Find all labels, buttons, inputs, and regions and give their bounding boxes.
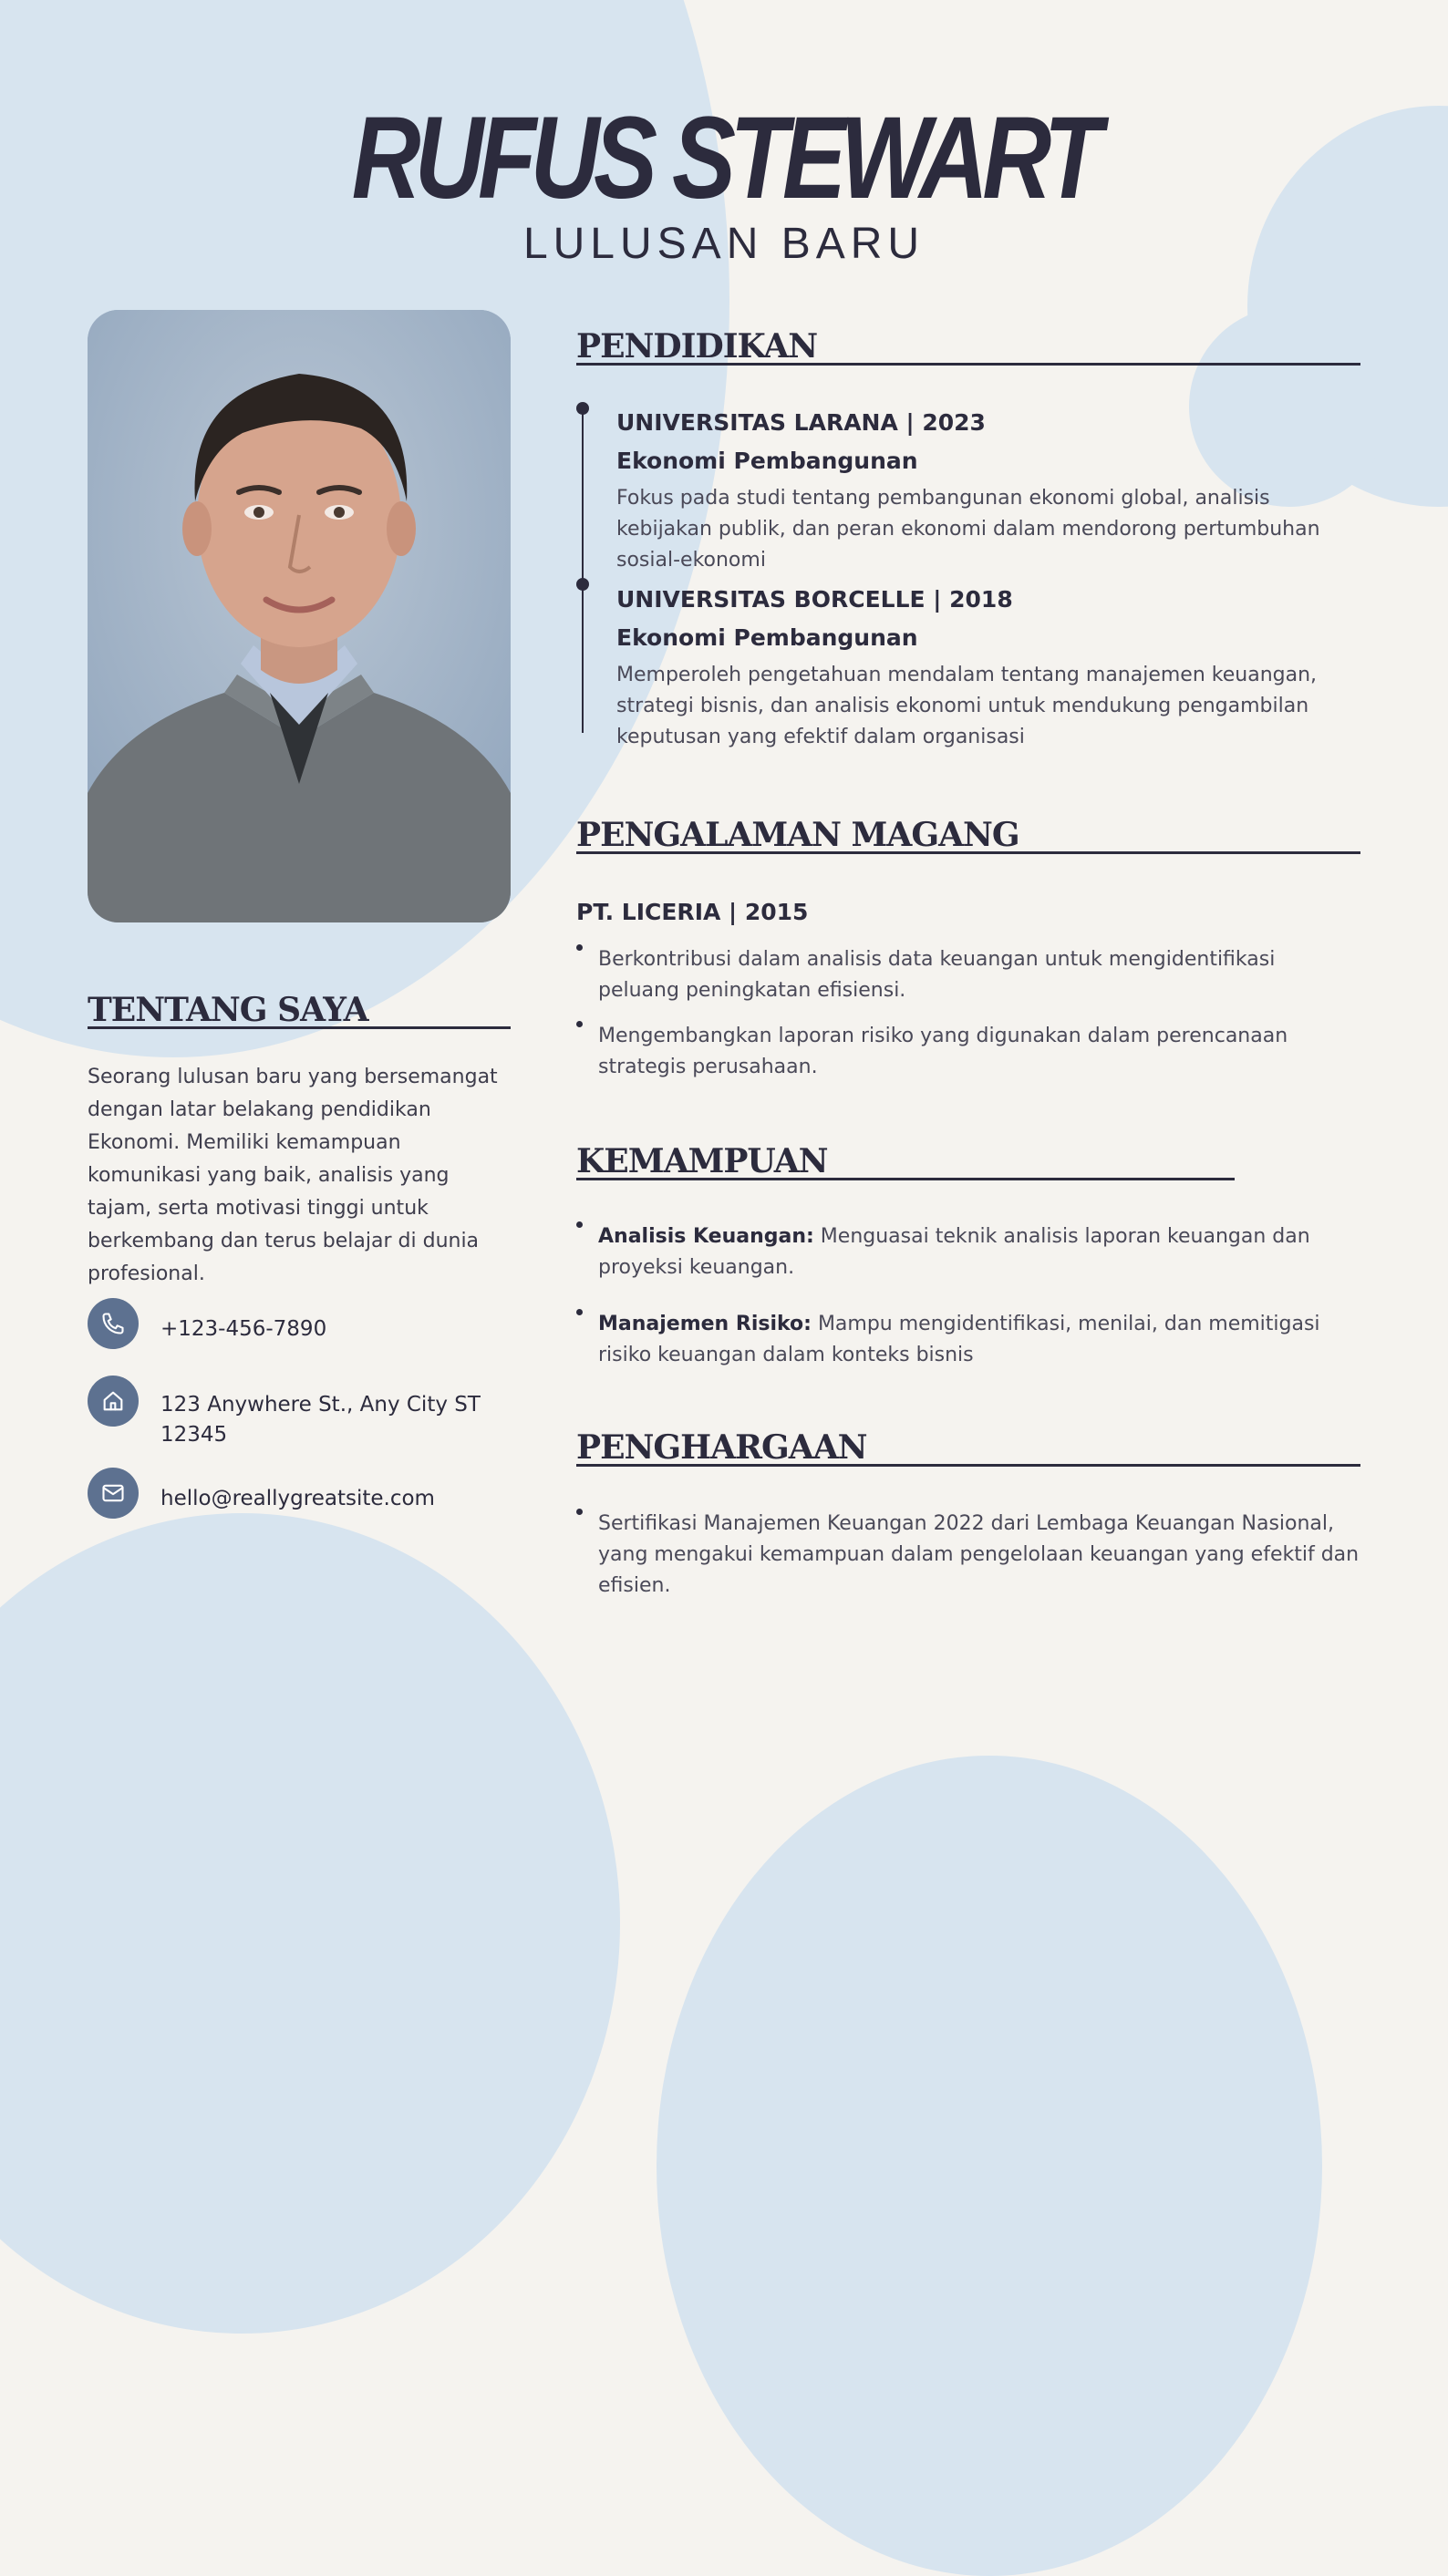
person-name: RUFUS STEWART [351, 93, 1097, 223]
profile-photo [88, 310, 511, 922]
mail-icon [88, 1468, 139, 1519]
list-item: Mengembangkan laporan risiko yang digunakan dalam perencanaan strategis perusahaan. [576, 1021, 1360, 1083]
timeline-dot [576, 578, 589, 591]
portrait-illustration [88, 310, 511, 922]
education-major: Ekonomi Pembangunan [616, 448, 918, 474]
internship-company: PT. LICERIA | 2015 [576, 899, 809, 925]
email-address[interactable]: hello@reallygreatsite.com [160, 1487, 435, 1510]
timeline-dot [576, 402, 589, 415]
skill-text: Menguasai teknik analisis laporan keuangan dan proyeksi keuangan. [598, 1225, 1310, 1279]
contact-email [88, 1468, 516, 1519]
education-item [616, 585, 1364, 753]
home-icon [88, 1376, 139, 1427]
skill-label: Analisis Keuangan: [598, 1225, 814, 1248]
list-item [576, 1309, 1360, 1371]
address-text: 123 Anywhere St., Any City ST 12345 [160, 1393, 481, 1447]
phone-number[interactable]: +123-456-7890 [160, 1317, 327, 1341]
contact-address [88, 1376, 516, 1447]
section-title-about: TENTANG SAYA [88, 994, 511, 1029]
section-title-education: PENDIDIKAN [576, 330, 1360, 366]
section-title-awards: PENGHARGAAN [576, 1431, 1360, 1467]
education-item [616, 408, 1364, 576]
section-title-internship: PENGALAMAN MAGANG [576, 819, 1360, 854]
education-school: UNIVERSITAS BORCELLE | 2018 [616, 586, 1013, 613]
list-item: Berkontribusi dalam analisis data keuangan untuk mengidentifikasi peluang peningkatan efisiensi. [576, 944, 1360, 1006]
internship-points [576, 944, 1360, 1083]
list-item: Sertifikasi Manajemen Keuangan 2022 dari Lembaga Keuangan Nasional, yang mengakui kemampuan dalam pengelolaan keuangan yang efektif dan efisien. [576, 1509, 1360, 1602]
about-text: Seorang lulusan baru yang bersemangat dengan latar belakang pendidikan Ekonomi. Memiliki kemampuan komunikasi yang baik, analisis yang tajam, serta motivasi tinggi untuk berkembang dan terus belajar di dunia profesional. [88, 1066, 498, 1285]
job-title: LULUSAN BARU [522, 220, 926, 268]
education-timeline [582, 408, 584, 733]
background-blob [0, 1513, 620, 2334]
education-major: Ekonomi Pembangunan [616, 624, 918, 651]
section-title-skills: KEMAMPUAN [576, 1145, 1235, 1180]
background-blob [657, 1756, 1322, 2576]
skill-label: Manajemen Risiko: [598, 1313, 812, 1335]
education-description: Fokus pada studi tentang pembangunan ekonomi global, analisis kebijakan publik, dan peran ekonomi dalam mendorong pertumbuhan sosial-ekonomi [616, 487, 1320, 572]
education-school: UNIVERSITAS LARANA | 2023 [616, 409, 986, 436]
list-item [576, 1221, 1360, 1283]
skills-list [576, 1221, 1360, 1371]
contact-phone [88, 1298, 516, 1349]
awards-list [576, 1509, 1360, 1602]
phone-icon [88, 1298, 139, 1349]
skill-text: Mampu mengidentifikasi, menilai, dan memitigasi risiko keuangan dalam konteks bisnis [598, 1313, 1320, 1366]
education-description: Memperoleh pengetahuan mendalam tentang manajemen keuangan, strategi bisnis, dan analisis ekonomi untuk mendukung pengambilan keputusan yang efektif dalam organisasi [616, 664, 1318, 748]
